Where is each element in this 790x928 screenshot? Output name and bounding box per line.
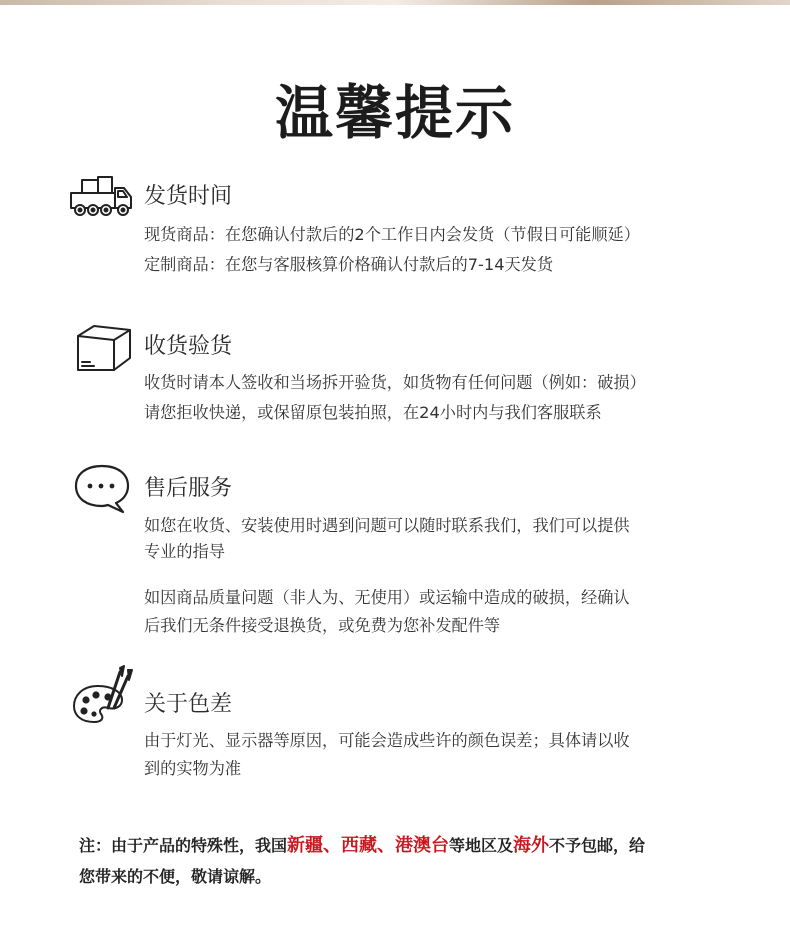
section-line: 后我们无条件接受退换货，或免费为您补发配件等 [144,616,501,635]
notice-separator: 、 [377,835,396,856]
notice-region-highlight: 新疆 [287,835,324,856]
shipping-notice [79,830,739,892]
notice-region-highlight: 海外 [513,835,550,856]
section-line: 由于灯光、显示器等原因，可能会造成些许的颜色误差；具体请以收 [144,731,630,750]
section-title-color-difference: 关于色差 [144,692,233,717]
chat-bubble-icon [68,462,134,516]
notice-text: 等地区及 [449,836,514,855]
section-line: 如因商品质量问题（非人为、无使用）或运输中造成的破损，经确认 [144,588,630,607]
section-line: 如您在收货、安装使用时遇到问题可以随时联系我们，我们可以提供 [144,516,630,535]
paint-palette-icon [68,664,134,726]
section-line: 到的实物为准 [144,759,242,778]
notice-region-highlight: 西藏 [341,835,378,856]
notice-text: 不予包邮，给 [549,836,646,855]
notice-separator: 、 [323,835,342,856]
section-line: 收货时请本人签收和当场拆开验货，如货物有任何问题（例如：破损） [144,373,646,392]
section-title-after-sales: 售后服务 [144,476,233,501]
section-line: 定制商品：在您与客服核算价格确认付款后的7-14天发货 [144,255,554,274]
section-title-shipping-time: 发货时间 [144,184,233,209]
notice-text: 您带来的不便，敬请谅解。 [79,867,272,886]
page-title: 温馨提示 [274,79,515,147]
notice-region-highlight: 港澳台 [395,835,450,856]
section-line: 专业的指导 [144,542,225,561]
section-line: 请您拒收快递，或保留原包装拍照，在24小时内与我们客服联系 [144,403,602,422]
package-box-icon [68,322,134,376]
top-decorative-strip [0,0,790,5]
section-line: 现货商品：在您确认付款后的2个工作日内会发货（节假日可能顺延） [144,225,640,244]
notice-text: 注：由于产品的特殊性，我国 [79,836,288,855]
section-title-receiving-inspection: 收货验货 [144,334,233,359]
delivery-truck-icon [68,174,134,228]
